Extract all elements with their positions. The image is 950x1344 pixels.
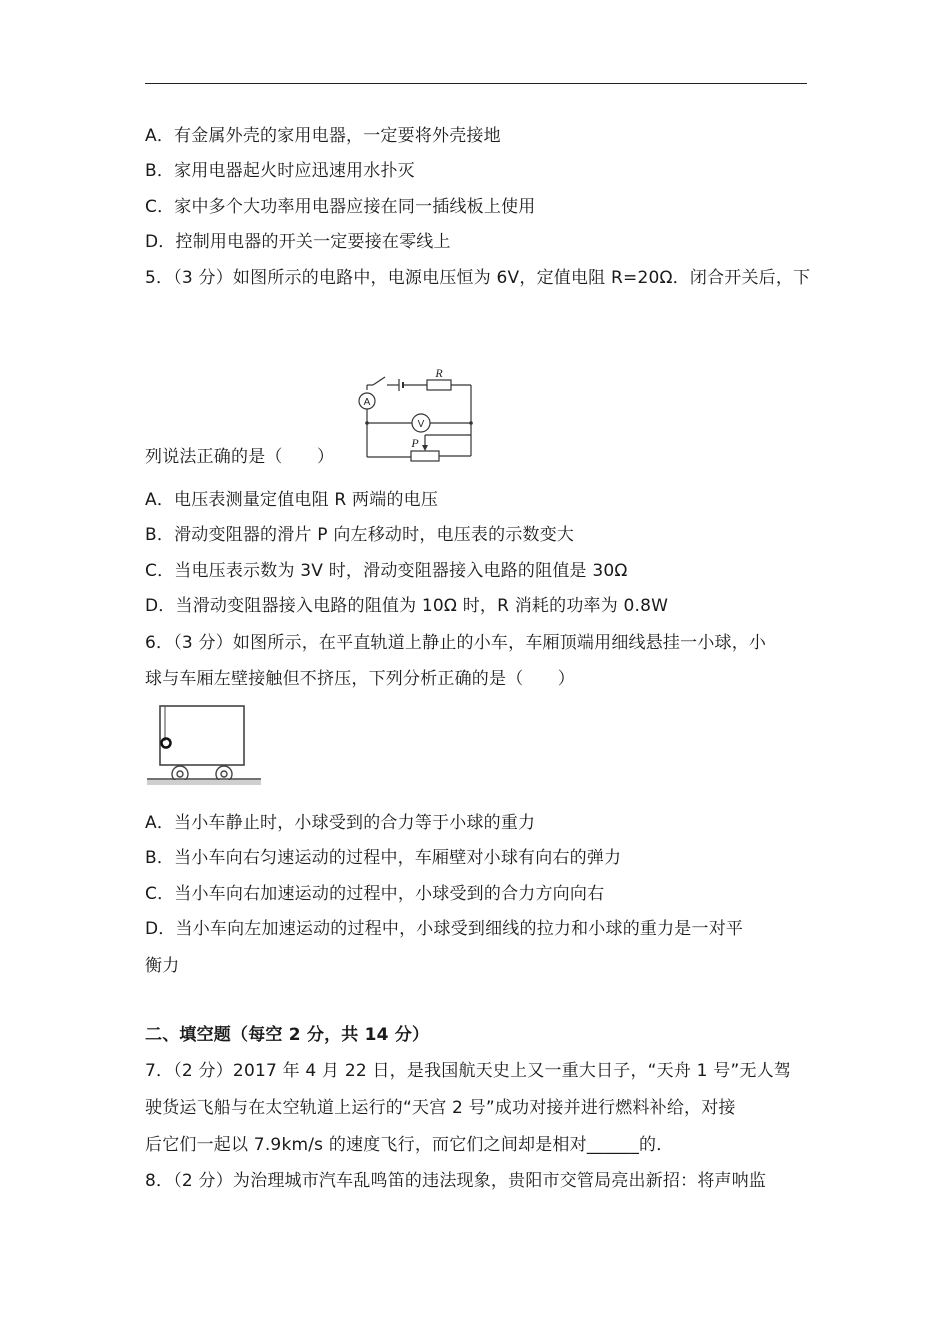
q5-option-a: A．电压表测量定值电阻 R 两端的电压	[145, 490, 439, 510]
q6-option-a: A．当小车静止时，小球受到的合力等于小球的重力	[145, 813, 536, 833]
q7-line3: 后它们一起以 7.9km/s 的速度飞行，而它们之间却是相对______的．	[145, 1135, 674, 1155]
q6-stem-line1: 6．（3 分）如图所示，在平直轨道上静止的小车，车厢顶端用细线悬挂一小球，小	[145, 633, 767, 653]
track-hatch	[147, 780, 261, 785]
q4-option-c: C．家中多个大功率用电器应接在同一插线板上使用	[145, 197, 536, 217]
q4-option-b: B．家用电器起火时应迅速用水扑灭	[145, 161, 415, 181]
cart-body	[160, 706, 244, 765]
q5-stem-line2: 列说法正确的是（ ）	[145, 447, 335, 467]
q5-stem-line1: 5．（3 分）如图所示的电路中，电源电压恒为 6V，定值电阻 R=20Ω．闭合开关后，下	[145, 268, 811, 288]
q5-option-c: C．当电压表示数为 3V 时，滑动变阻器接入电路的阻值是 30Ω	[145, 561, 628, 581]
section-heading: 二、填空题（每空 2 分，共 14 分）	[145, 1025, 430, 1045]
resistor-symbol	[427, 380, 451, 390]
q6-stem-line2: 球与车厢左壁接触但不挤压，下列分析正确的是（ ）	[145, 669, 575, 689]
q6-option-d-line2: 衡力	[145, 956, 180, 976]
ammeter-label: A	[363, 397, 371, 408]
resistor-label: R	[435, 366, 443, 380]
rheostat-symbol	[411, 451, 439, 461]
q6-option-c: C．当小车向右加速运动的过程中，小球受到的合力方向向右	[145, 884, 605, 904]
q7-line2: 驶货运飞船与在太空轨道上运行的“天宫 2 号”成功对接并进行燃料补给，对接	[145, 1098, 736, 1118]
q4-option-d: D．控制用电器的开关一定要接在零线上	[145, 232, 451, 252]
q4-option-a: A．有金属外壳的家用电器，一定要将外壳接地	[145, 126, 501, 146]
q5-option-d: D．当滑动变阻器接入电路的阻值为 10Ω 时，R 消耗的功率为 0.8W	[145, 596, 669, 616]
switch-blade	[373, 377, 385, 385]
q6-option-d-line1: D．当小车向左加速运动的过程中，小球受到细线的拉力和小球的重力是一对平	[145, 919, 744, 939]
q5-option-b: B．滑动变阻器的滑片 P 向左移动时，电压表的示数变大	[145, 525, 575, 545]
q6-option-b: B．当小车向右匀速运动的过程中，车厢壁对小球有向右的弹力	[145, 848, 622, 868]
cart-diagram	[145, 703, 265, 793]
header-rule	[145, 83, 807, 84]
q7-line1: 7．（2 分）2017 年 4 月 22 日，是我国航天史上又一重大日子，“天舟 1 号”无人驾	[145, 1061, 792, 1081]
slider-label: P	[411, 436, 419, 450]
circuit-diagram	[355, 365, 485, 463]
q8-line1: 8．（2 分）为治理城市汽车乱鸣笛的违法现象，贵阳市交管局亮出新招：将声呐监	[145, 1171, 767, 1191]
voltmeter-label: V	[417, 419, 425, 430]
ball	[162, 739, 171, 748]
